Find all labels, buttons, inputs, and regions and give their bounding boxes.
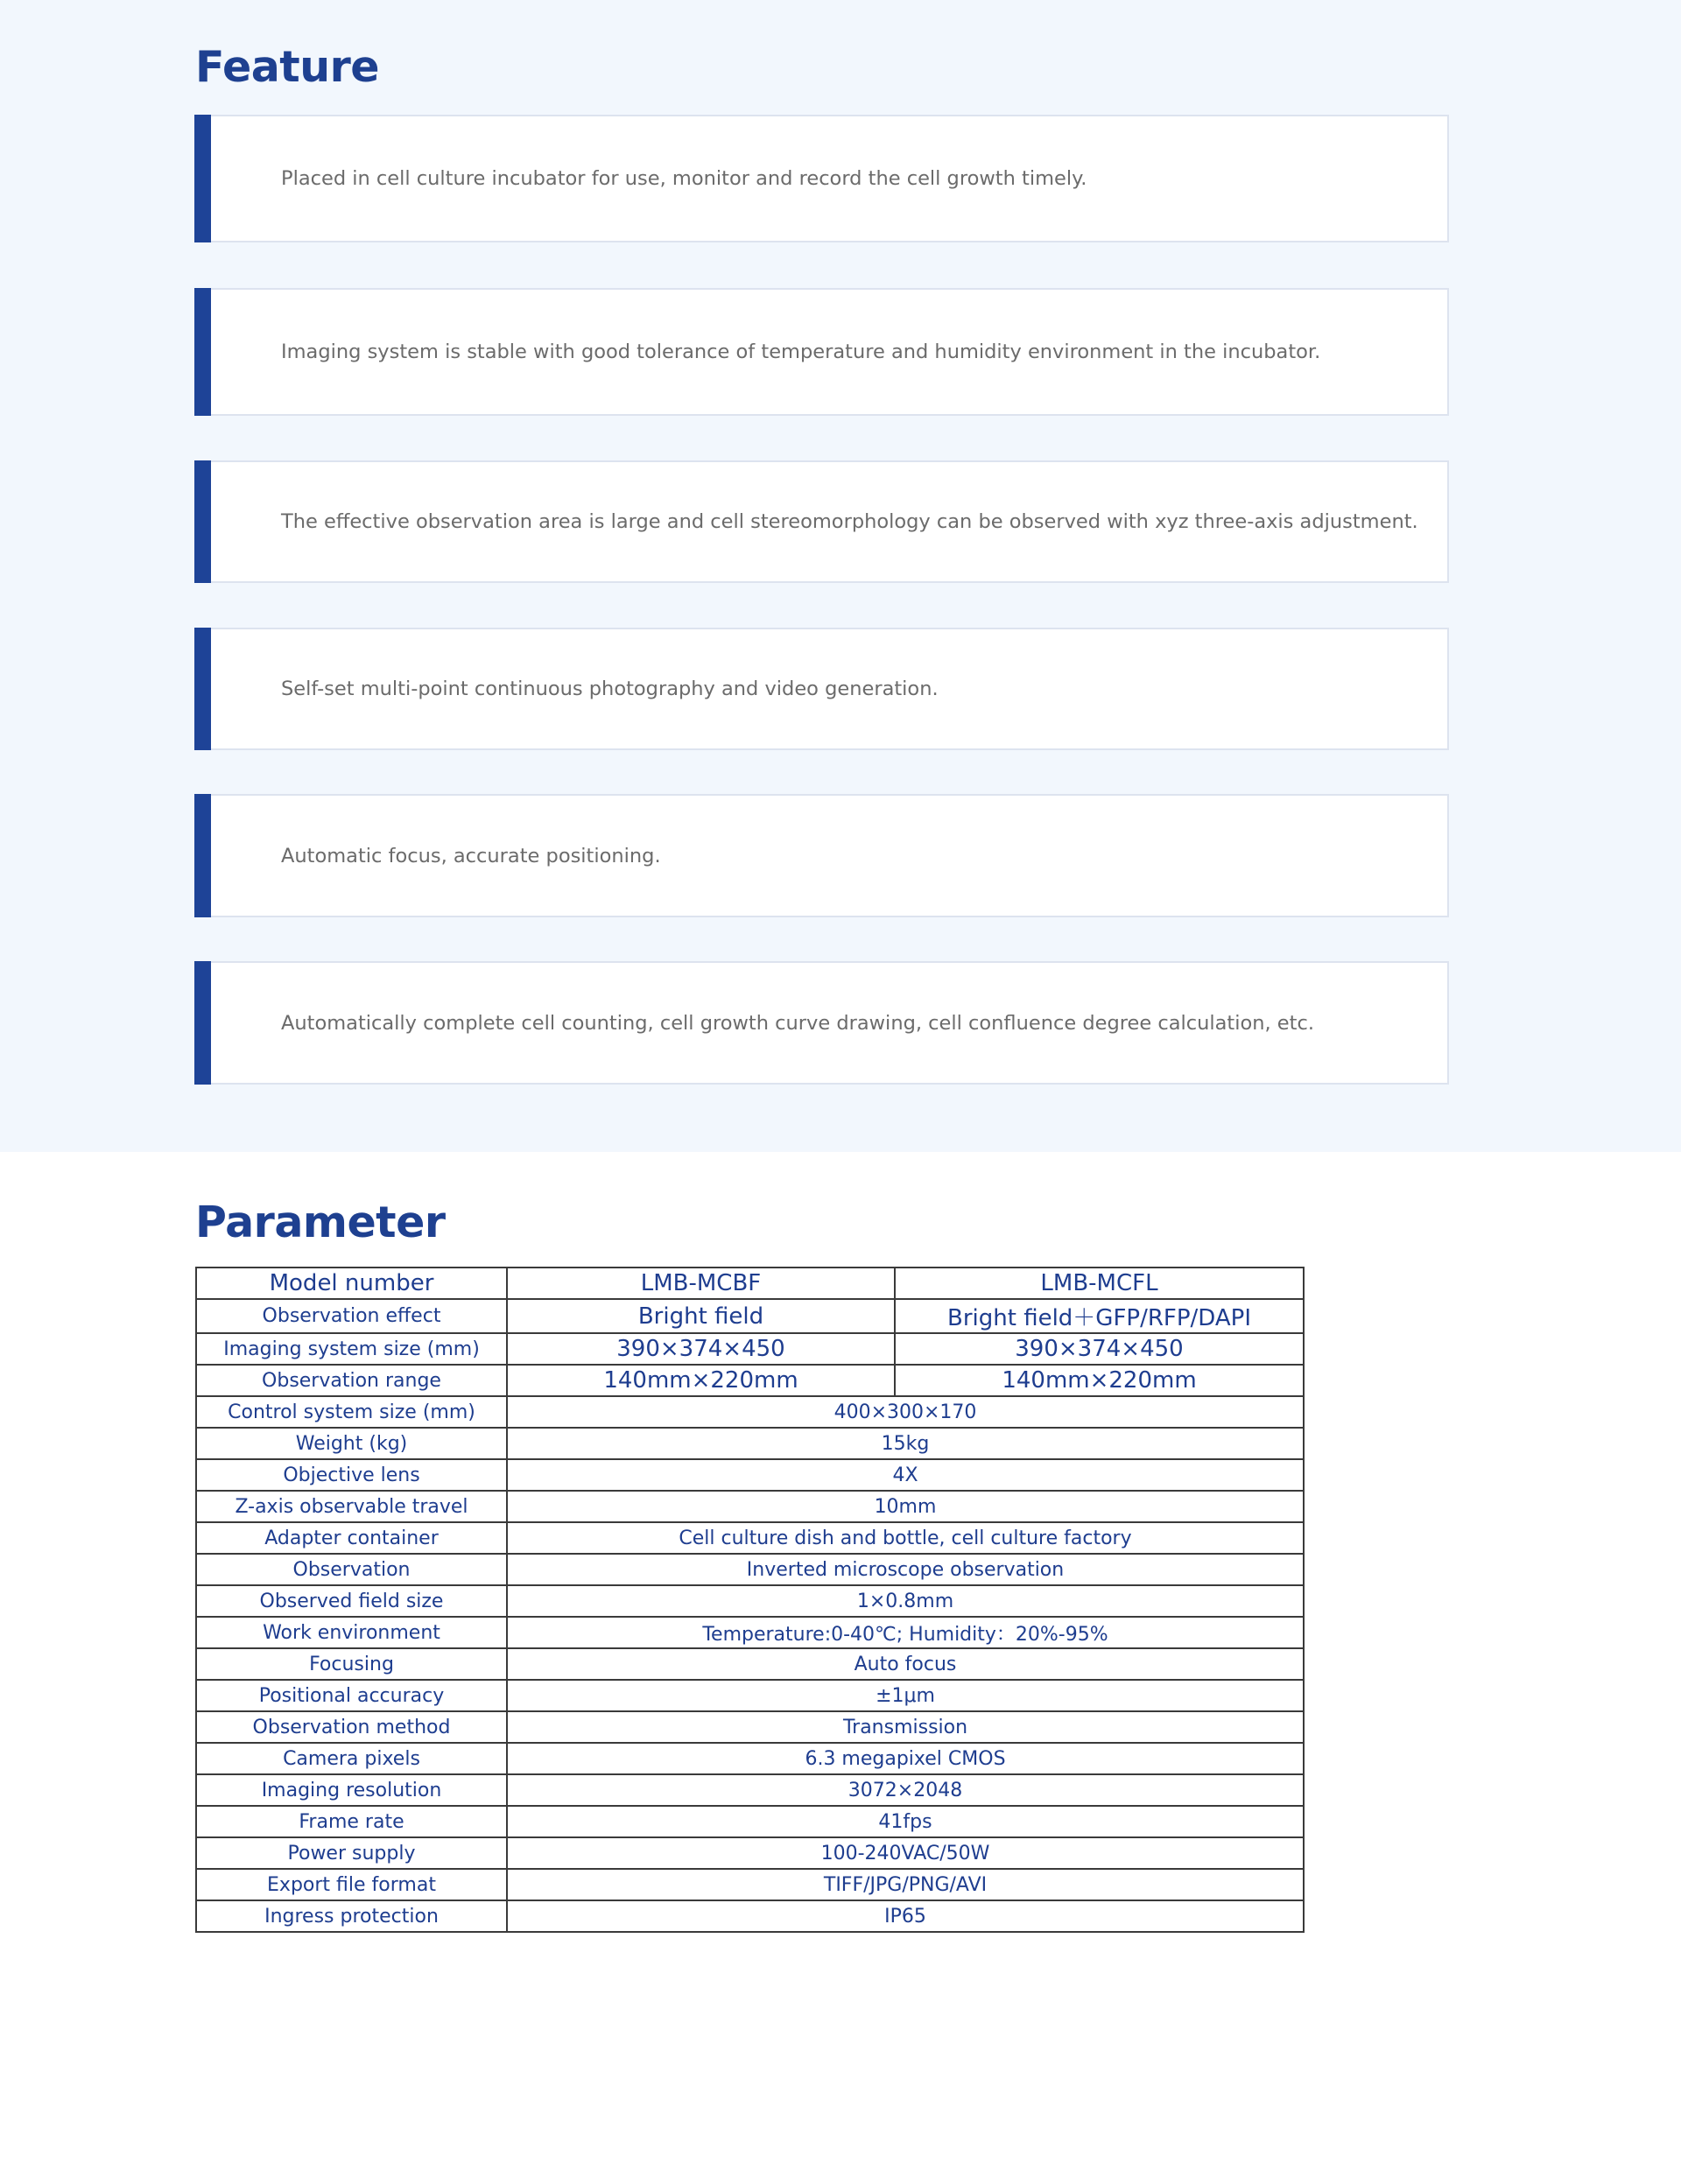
feature-text: The effective observation area is large and cell stereomorphology can be observed with xyz three-axis adjustment. [281, 510, 1418, 533]
feature-text: Automatically complete cell counting, cell growth curve drawing, cell confluence degree calculation, etc. [281, 1011, 1314, 1035]
param-label: Focusing [196, 1648, 507, 1680]
param-value: Transmission [507, 1711, 1304, 1743]
param-value: 4X [507, 1459, 1304, 1491]
table-row [196, 1491, 1304, 1522]
table-row [196, 1806, 1304, 1837]
feature-text: Placed in cell culture incubator for use, monitor and record the cell growth timely. [281, 167, 1087, 190]
param-label: Work environment [196, 1617, 507, 1648]
param-value: 10mm [507, 1491, 1304, 1522]
parameter-table [195, 1267, 1305, 1933]
feature-card [194, 460, 1449, 583]
param-label: Weight (kg) [196, 1428, 507, 1459]
feature-card [194, 115, 1449, 242]
feature-accent-bar [194, 460, 211, 583]
param-value: 390×374×450 [507, 1333, 895, 1365]
param-label: Observation method [196, 1711, 507, 1743]
param-label: Export file format [196, 1869, 507, 1900]
feature-accent-bar [194, 961, 211, 1085]
feature-accent-bar [194, 794, 211, 917]
table-row [196, 1554, 1304, 1585]
table-header-row [196, 1268, 1304, 1299]
param-value: Bright field [507, 1299, 895, 1333]
param-value: ±1μm [507, 1680, 1304, 1711]
param-value: 400×300×170 [507, 1396, 1304, 1428]
feature-card [194, 961, 1449, 1085]
param-label: Observation [196, 1554, 507, 1585]
param-value: IP65 [507, 1900, 1304, 1932]
feature-text: Self-set multi-point continuous photography and video generation. [281, 678, 939, 700]
param-label: Observation range [196, 1365, 507, 1396]
feature-text: Imaging system is stable with good tolerance of temperature and humidity environment in the incubator. [281, 341, 1321, 363]
param-value: 41fps [507, 1806, 1304, 1837]
param-value: Inverted microscope observation [507, 1554, 1304, 1585]
feature-card [194, 288, 1449, 416]
param-label: Positional accuracy [196, 1680, 507, 1711]
param-label: Objective lens [196, 1459, 507, 1491]
feature-accent-bar [194, 288, 211, 416]
param-label: Imaging resolution [196, 1774, 507, 1806]
param-value: 15kg [507, 1428, 1304, 1459]
table-row [196, 1837, 1304, 1869]
table-row [196, 1333, 1304, 1365]
param-label: Control system size (mm) [196, 1396, 507, 1428]
table-row [196, 1428, 1304, 1459]
feature-card [194, 794, 1449, 917]
feature-card [194, 628, 1449, 750]
table-row [196, 1365, 1304, 1396]
param-value: 6.3 megapixel CMOS [507, 1743, 1304, 1774]
feature-title: Feature [195, 42, 379, 92]
table-row [196, 1396, 1304, 1428]
param-label: Frame rate [196, 1806, 507, 1837]
header-cell: LMB-MCBF [507, 1268, 895, 1299]
table-row [196, 1680, 1304, 1711]
table-row [196, 1648, 1304, 1680]
param-value: Bright field＋GFP/RFP/DAPI [895, 1299, 1304, 1333]
param-value: 100-240VAC/50W [507, 1837, 1304, 1869]
param-value: Cell culture dish and bottle, cell culture factory [507, 1522, 1304, 1554]
param-value: 140mm×220mm [895, 1365, 1304, 1396]
param-value: Temperature:0-40℃; Humidity：20%-95% [507, 1617, 1304, 1648]
param-label: Observation effect [196, 1299, 507, 1333]
param-label: Z-axis observable travel [196, 1491, 507, 1522]
table-row [196, 1299, 1304, 1333]
table-row [196, 1617, 1304, 1648]
feature-text: Automatic focus, accurate positioning. [281, 844, 661, 867]
param-value: 140mm×220mm [507, 1365, 895, 1396]
table-row [196, 1711, 1304, 1743]
param-label: Ingress protection [196, 1900, 507, 1932]
param-label: Observed field size [196, 1585, 507, 1617]
param-label: Power supply [196, 1837, 507, 1869]
feature-accent-bar [194, 628, 211, 750]
table-row [196, 1774, 1304, 1806]
header-cell: LMB-MCFL [895, 1268, 1304, 1299]
table-row [196, 1900, 1304, 1932]
param-value: 390×374×450 [895, 1333, 1304, 1365]
table-row [196, 1522, 1304, 1554]
param-label: Imaging system size (mm) [196, 1333, 507, 1365]
table-row [196, 1743, 1304, 1774]
param-value: TIFF/JPG/PNG/AVI [507, 1869, 1304, 1900]
param-label: Adapter container [196, 1522, 507, 1554]
feature-accent-bar [194, 115, 211, 242]
table-row [196, 1585, 1304, 1617]
table-row [196, 1459, 1304, 1491]
table-row [196, 1869, 1304, 1900]
header-cell: Model number [196, 1268, 507, 1299]
param-value: 1×0.8mm [507, 1585, 1304, 1617]
param-value: 3072×2048 [507, 1774, 1304, 1806]
param-label: Camera pixels [196, 1743, 507, 1774]
param-value: Auto focus [507, 1648, 1304, 1680]
parameter-title: Parameter [195, 1197, 446, 1247]
